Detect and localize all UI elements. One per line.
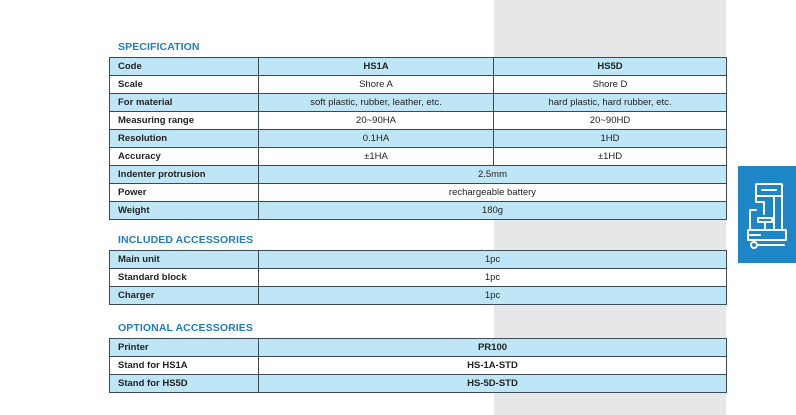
optional-accessories-title: OPTIONAL ACCESSORIES [118, 322, 254, 334]
cell-value: 2.5mm [259, 166, 727, 184]
cell-value: ±1HA [259, 148, 494, 166]
row-label: Standard block [110, 269, 259, 287]
table-row [110, 130, 727, 148]
table-row [110, 339, 727, 357]
row-label: Stand for HS5D [110, 375, 259, 393]
table-row [110, 287, 727, 305]
table-row [110, 58, 727, 76]
row-label: Scale [110, 76, 259, 94]
row-label: Weight [110, 202, 259, 220]
specification-title: SPECIFICATION [118, 41, 200, 53]
cell-value: rechargeable battery [259, 184, 727, 202]
table-row [110, 148, 727, 166]
cell-value: 20~90HD [494, 112, 727, 130]
cell-value: 180g [259, 202, 727, 220]
cell-value: 1pc [259, 287, 727, 305]
cell-value: hard plastic, hard rubber, etc. [494, 94, 727, 112]
row-label: Measuring range [110, 112, 259, 130]
row-label: Charger [110, 287, 259, 305]
cell-value: 1pc [259, 251, 727, 269]
optional-accessories-table [109, 338, 727, 393]
row-label: Accuracy [110, 148, 259, 166]
table-row [110, 184, 727, 202]
row-label: Main unit [110, 251, 259, 269]
table-row [110, 269, 727, 287]
cell-value: PR100 [259, 339, 727, 357]
hardness-tester-icon [744, 180, 790, 252]
cell-value: 1pc [259, 269, 727, 287]
row-label: For material [110, 94, 259, 112]
included-accessories-title: INCLUDED ACCESSORIES [118, 234, 254, 246]
cell-value: Shore D [494, 76, 727, 94]
cell-value: 0.1HA [259, 130, 494, 148]
cell-value: HS-1A-STD [259, 357, 727, 375]
column-header-hs5d: HS5D [494, 58, 727, 76]
side-category-tab[interactable] [738, 166, 796, 263]
table-row [110, 166, 727, 184]
included-accessories-table [109, 250, 727, 305]
specification-table [109, 57, 727, 220]
cell-value: Shore A [259, 76, 494, 94]
table-row [110, 94, 727, 112]
table-row [110, 112, 727, 130]
row-label: Indenter protrusion [110, 166, 259, 184]
row-label: Power [110, 184, 259, 202]
cell-value: HS-5D-STD [259, 375, 727, 393]
row-label: Printer [110, 339, 259, 357]
table-row [110, 375, 727, 393]
cell-value: ±1HD [494, 148, 727, 166]
cell-value: 1HD [494, 130, 727, 148]
table-row [110, 76, 727, 94]
table-row [110, 357, 727, 375]
row-label: Resolution [110, 130, 259, 148]
column-header-hs1a: HS1A [259, 58, 494, 76]
cell-value: soft plastic, rubber, leather, etc. [259, 94, 494, 112]
cell-value: 20~90HA [259, 112, 494, 130]
table-row [110, 251, 727, 269]
row-label: Stand for HS1A [110, 357, 259, 375]
table-row [110, 202, 727, 220]
row-label: Code [110, 58, 259, 76]
